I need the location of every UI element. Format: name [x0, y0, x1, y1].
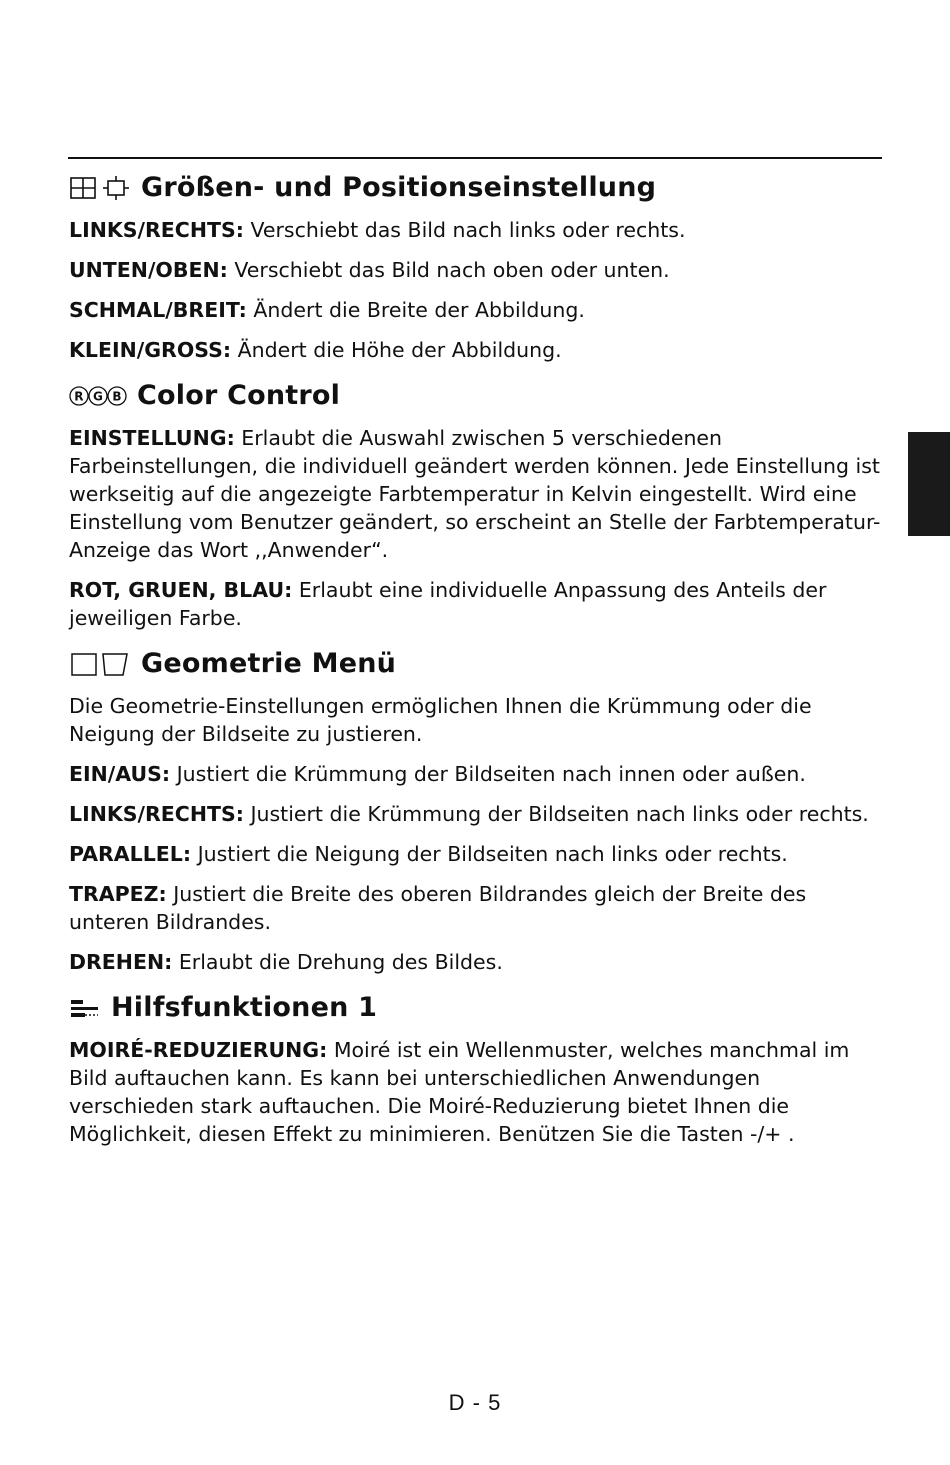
section-title: Größen- und Positionseinstellung [141, 172, 657, 203]
top-rule [68, 157, 882, 159]
entry-text: Justiert die Neigung der Bildseiten nach links oder rechts. [191, 842, 788, 866]
entry [69, 216, 881, 244]
entry-term: EINSTELLUNG: [69, 426, 235, 450]
entry-term: EIN/AUS: [69, 762, 171, 786]
entry-term: UNTEN/OBEN: [69, 258, 228, 282]
section-heading [69, 988, 881, 1028]
entry-text: Erlaubt die Auswahl zwischen 5 verschiedenen Farbeinstellungen, die individuell geändert werden können. Jede Einstellung ist werkseitig auf die angezeigte Farbtemperatur in Kelvin eingestellt. Wird eine Einstellung vom Benutzer geändert, so erscheint an Stelle der Farbtemperatur-Anzeige das Wort ,,Anwender“. [69, 426, 881, 562]
size-position-icon [69, 175, 131, 201]
tools-icon [69, 996, 101, 1020]
manual-content [69, 168, 881, 1160]
entry-text: Moiré ist ein Wellenmuster, welches manchmal im Bild auftauchen kann. Es kann bei unterschiedlichen Anwendungen verschieden stark auftauchen. Die Moiré-Reduzierung bietet Ihnen die Möglichkeit, diesen Effekt zu minimieren. Benützen Sie die Tasten -/+ . [69, 1038, 850, 1146]
entry-text: Verschiebt das Bild nach links oder rechts. [243, 218, 686, 242]
entry-term: SCHMAL/BREIT: [69, 298, 247, 322]
section-heading [69, 644, 881, 684]
rgb-icon [69, 384, 127, 408]
section-geometry [69, 644, 881, 976]
svg-text:R: R [74, 389, 84, 404]
entry [69, 948, 881, 976]
entry-term: ROT, GRUEN, BLAU: [69, 578, 293, 602]
entry-text: Justiert die Krümmung der Bildseiten nach innen oder außen. [170, 762, 806, 786]
section-heading [69, 168, 881, 208]
entry-term: TRAPEZ: [69, 882, 167, 906]
entry [69, 760, 881, 788]
page-number: D - 5 [448, 1390, 502, 1415]
section-title: Hilfsfunktionen 1 [111, 992, 378, 1023]
entry-text: Justiert die Krümmung der Bildseiten nach links oder rechts. [243, 802, 869, 826]
entry-text: Verschiebt das Bild nach oben oder unten. [227, 258, 670, 282]
entry [69, 840, 881, 868]
geometry-icon [69, 651, 131, 677]
svg-text:B: B [112, 389, 122, 404]
entry [69, 1036, 881, 1148]
section-title: Color Control [137, 380, 341, 411]
entry [69, 880, 881, 936]
entry-term: LINKS/RECHTS: [69, 218, 244, 242]
entry-term: KLEIN/GROSS: [69, 338, 232, 362]
entry [69, 336, 881, 364]
entry [69, 692, 881, 748]
entry-text: Ändert die Höhe der Abbildung. [231, 338, 562, 362]
entry-text: Die Geometrie-Einstellungen ermöglichen Ihnen die Krümmung oder die Neigung der Bildseite zu justieren. [69, 694, 812, 746]
entry-text: Ändert die Breite der Abbildung. [246, 298, 585, 322]
entry [69, 256, 881, 284]
section-tools [69, 988, 881, 1148]
section-title: Geometrie Menü [141, 648, 397, 679]
entry-term: PARALLEL: [69, 842, 192, 866]
svg-text:G: G [92, 389, 104, 404]
entry-term: LINKS/RECHTS: [69, 802, 244, 826]
entry [69, 800, 881, 828]
entry-text: Erlaubt eine individuelle Anpassung des Anteils der jeweiligen Farbe. [69, 578, 827, 630]
entry-text: Erlaubt die Drehung des Bildes. [172, 950, 503, 974]
entry-term: DREHEN: [69, 950, 173, 974]
entry [69, 296, 881, 324]
entry [69, 424, 881, 564]
section-color-control [69, 376, 881, 632]
section-tab-marker [908, 432, 950, 536]
entry [69, 576, 881, 632]
section-heading [69, 376, 881, 416]
entry-term: MOIRÉ-REDUZIERUNG: [69, 1038, 328, 1062]
section-size-position [69, 168, 881, 364]
entry-text: Justiert die Breite des oberen Bildrandes gleich der Breite des unteren Bildrandes. [69, 882, 807, 934]
